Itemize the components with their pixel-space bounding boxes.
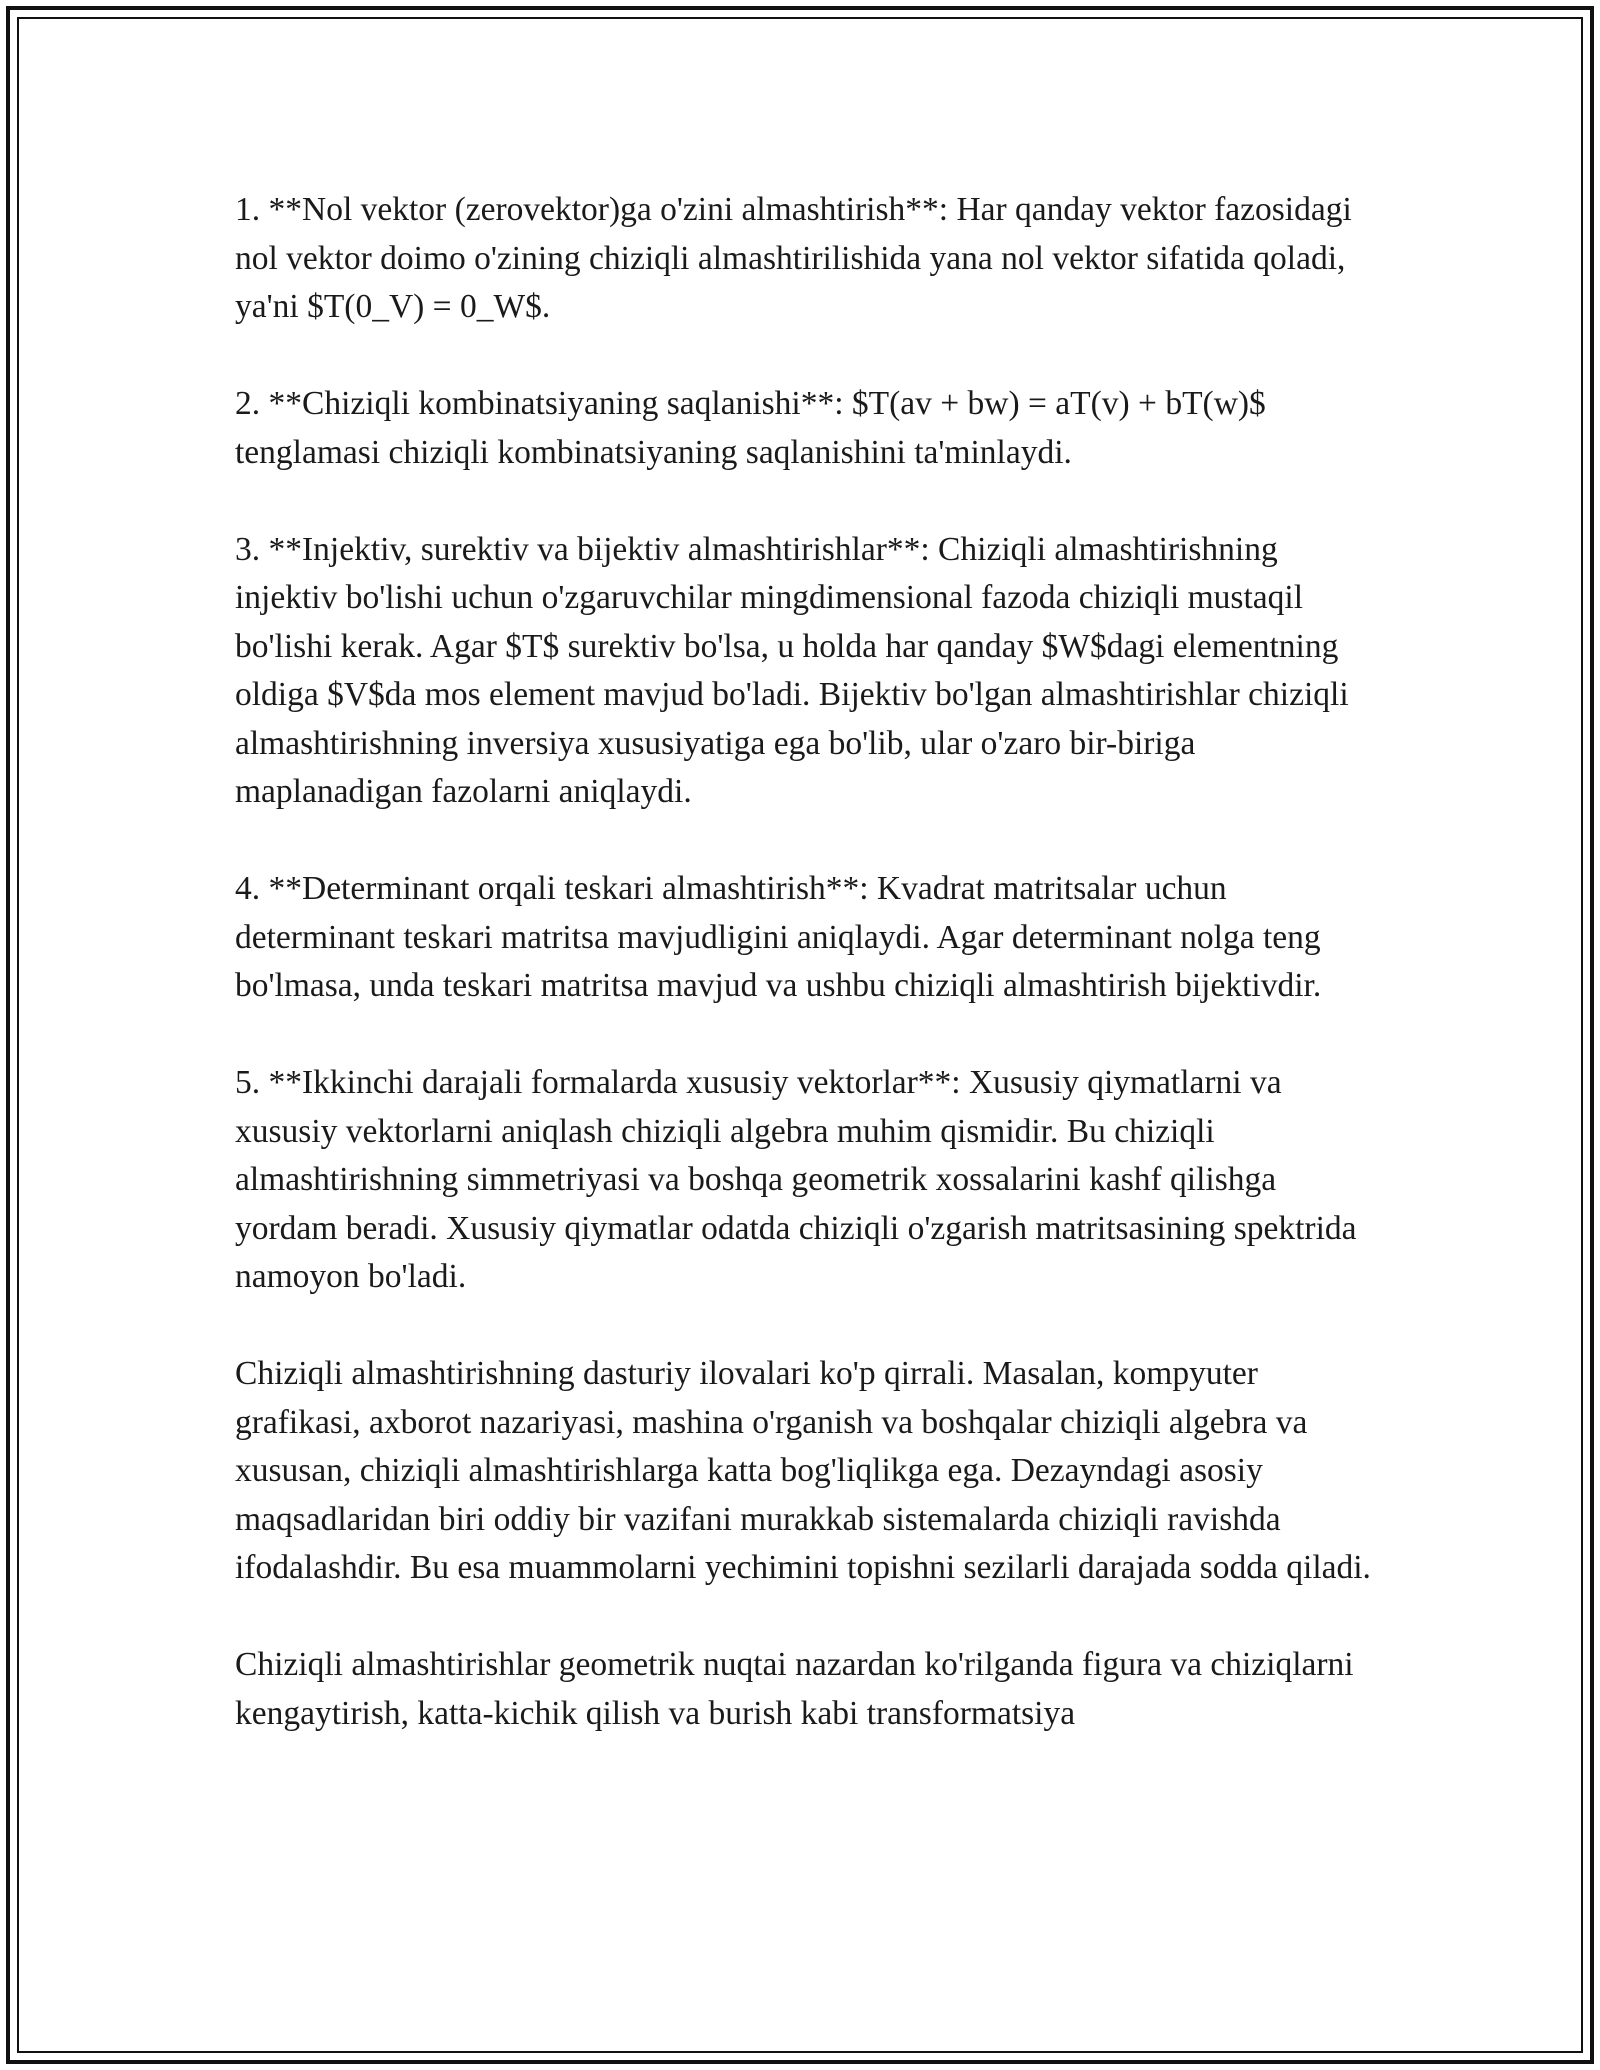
paragraph-geometric: Chiziqli almashtirishlar geometrik nuqtai nazardan ko'rilganda figura va chiziqlarni kengaytirish, katta-kichik qilish va burish kabi transformatsiya xyxy=(235,1646,1354,1732)
paragraph-item-5: 5. **Ikkinchi darajali formalarda xususiy vektorlar**: Xususiy qiymatlarni va xususiy vektorlarni aniqlash chiziqli algebra muhim qismidir. Bu chiziqli almashtirishning simmetriyasi va boshqa geometrik xossalarini kashf qilishga yordam beradi. Xususiy qiymatlar odatda chiziqli o'zgarish matritsasining spektrida namoyon bo'ladi. xyxy=(235,1064,1357,1295)
document-body xyxy=(235,186,1375,1787)
paragraph-item-1: 1. **Nol vektor (zerovektor)ga o'zini almashtirish**: Har qanday vektor fazosidagi nol vektor doimo o'zining chiziqli almashtirilishida yana nol vektor sifatida qoladi, ya'ni $T(0_V) = 0_W$. xyxy=(235,191,1352,325)
paragraph-item-4: 4. **Determinant orqali teskari almashtirish**: Kvadrat matritsalar uchun determinant teskari matritsa mavjudligini aniqlaydi. Agar determinant nolga teng bo'lmasa, unda teskari matritsa mavjud va ushbu chiziqli almashtirish bijektivdir. xyxy=(235,870,1322,1004)
paragraph-applications: Chiziqli almashtirishning dasturiy ilovalari ko'p qirrali. Masalan, kompyuter grafikasi, axborot nazariyasi, mashina o'rganish va boshqalar chiziqli algebra va xususan, chiziqli almashtirishlarga katta bog'liqlikga ega. Dezayndagi asosiy maqsadlaridan biri oddiy bir vazifani murakkab sistemalarda chiziqli ravishda ifodalashdir. Bu esa muammolarni yechimini topishni sezilarli darajada sodda qiladi. xyxy=(235,1355,1371,1586)
paragraph-item-2: 2. **Chiziqli kombinatsiyaning saqlanishi**: $T(av + bw) = aT(v) + bT(w)$ tenglamasi chiziqli kombinatsiyaning saqlanishini ta'minlaydi. xyxy=(235,385,1266,471)
paragraph-item-3: 3. **Injektiv, surektiv va bijektiv almashtirishlar**: Chiziqli almashtirishning injektiv bo'lishi uchun o'zgaruvchilar mingdimensional fazoda chiziqli mustaqil bo'lishi kerak. Agar $T$ surektiv bo'lsa, u holda har qanday $W$dagi elementning oldiga $V$da mos element mavjud bo'ladi. Bijektiv bo'lgan almashtirishlar chiziqli almashtirishning inversiya xususiyatiga ega bo'lib, ular o'zaro bir-biriga maplanadigan fazolarni aniqlaydi. xyxy=(235,530,1349,810)
